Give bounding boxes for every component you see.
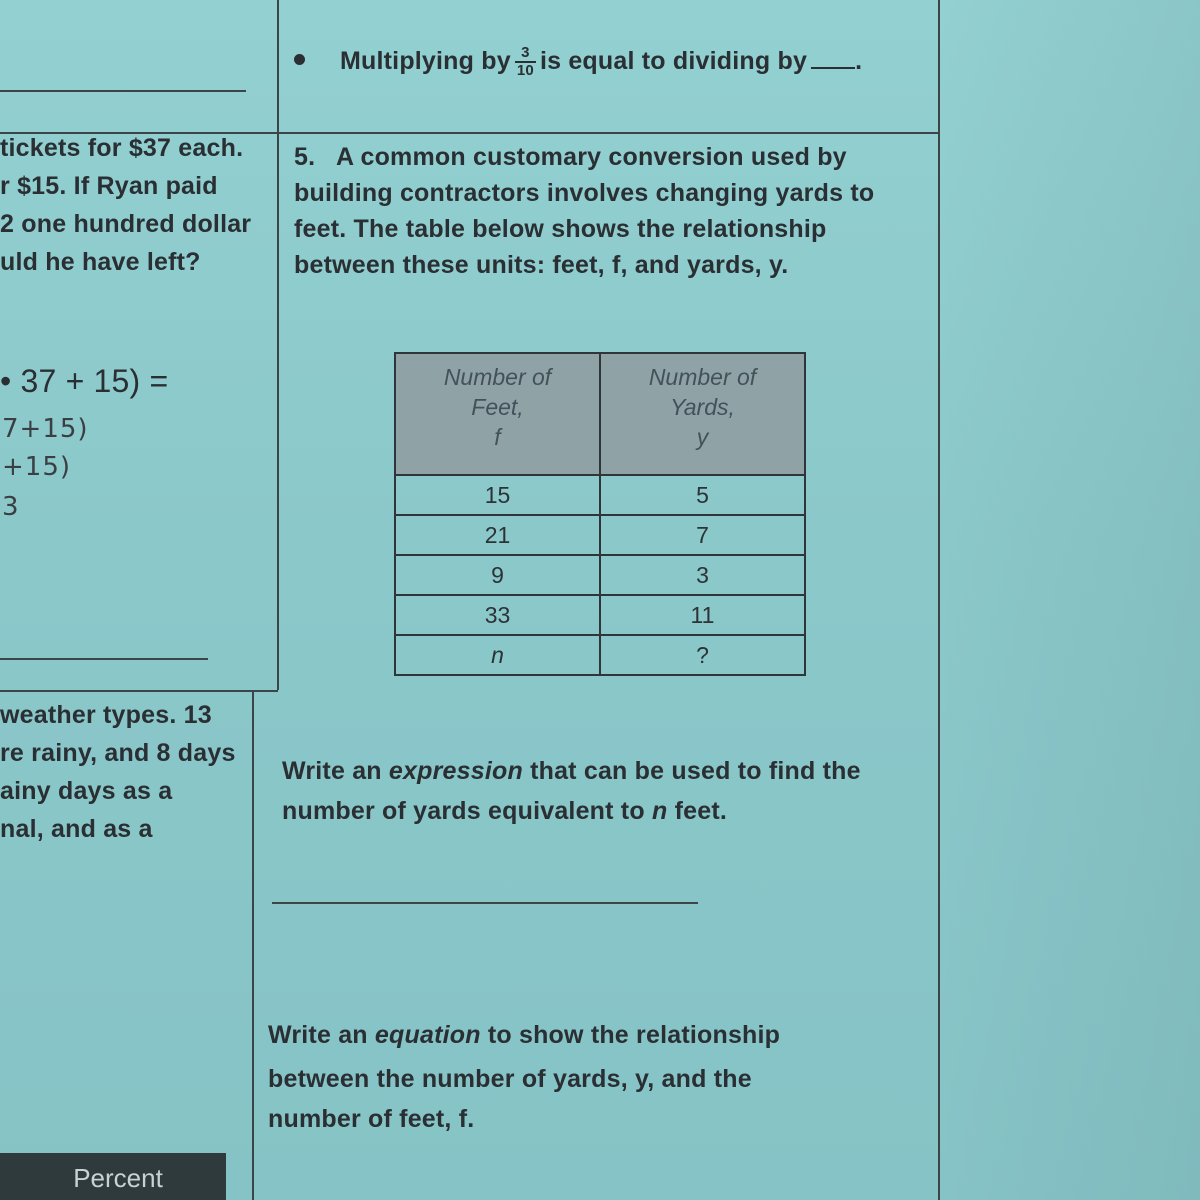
handwritten-work-2: +15)	[2, 452, 72, 482]
percent-label-box: Percent	[0, 1153, 226, 1200]
equation-prompt-line-2: between the number of yards, y, and the	[268, 1065, 752, 1093]
table-row	[395, 515, 805, 555]
yards-cell: 7	[600, 515, 805, 555]
left-answer-line	[0, 658, 208, 660]
table-row	[395, 635, 805, 675]
feet-cell: 9	[395, 555, 600, 595]
fraction-numerator: 3	[515, 45, 536, 63]
feet-cell: n	[395, 635, 600, 675]
problem-5-number: 5.	[294, 143, 316, 171]
left-work-expression: • 37 + 15) =	[0, 363, 169, 399]
table-row	[395, 475, 805, 515]
left-problem2-line-3: ainy days as a	[0, 777, 173, 805]
feet-cell: 33	[395, 595, 600, 635]
answer-blank[interactable]	[811, 47, 855, 69]
problem-5-line-2: building contractors involves changing yards to	[294, 179, 875, 207]
header-yards: Number of Yards, y	[600, 353, 805, 475]
statement-suffix: is equal to dividing by	[539, 47, 808, 75]
problem-5-line-1: A common customary conversion used by	[336, 143, 847, 171]
handwritten-work-3: 3	[2, 492, 20, 522]
left-top-answer-line	[0, 90, 246, 92]
row-divider-left-mid	[0, 690, 278, 692]
left-problem2-line-1: weather types. 13	[0, 701, 212, 729]
statement-prefix: Multiplying by	[340, 47, 511, 75]
left-problem-line-1: tickets for $37 each.	[0, 134, 244, 162]
equation-prompt-line-1: Write an equation to show the relationship	[268, 1021, 781, 1049]
table-row	[395, 595, 805, 635]
feet-cell: 21	[395, 515, 600, 555]
table-row	[395, 555, 805, 595]
expression-prompt-line-1: Write an expression that can be used to find the	[282, 757, 861, 785]
yards-cell: ?	[600, 635, 805, 675]
left-problem2-line-4: nal, and as a	[0, 815, 153, 843]
column-divider-upper	[277, 0, 279, 690]
expression-prompt-line-2: number of yards equivalent to n feet.	[282, 797, 727, 825]
page-shadow	[940, 0, 1200, 1200]
feet-cell: 15	[395, 475, 600, 515]
feet-yards-table	[394, 352, 806, 676]
left-problem2-line-2: re rainy, and 8 days	[0, 739, 236, 767]
equation-prompt-line-3: number of feet, f.	[268, 1105, 475, 1133]
left-problem-line-4: uld he have left?	[0, 248, 201, 276]
yards-cell: 3	[600, 555, 805, 595]
bullet-icon	[294, 54, 305, 65]
expression-answer-line[interactable]	[272, 902, 698, 904]
problem-5-line-4: between these units: feet, f, and yards, y.	[294, 251, 789, 279]
yards-cell: 5	[600, 475, 805, 515]
left-problem-line-3: 2 one hundred dollar	[0, 210, 252, 238]
multiplying-statement: Multiplying by $\frac{3}{10}$ is equal to dividing by .	[340, 44, 863, 80]
handwritten-work-1: 7+15)	[2, 414, 89, 444]
problem-5-line-3: feet. The table below shows the relationship	[294, 215, 827, 243]
fraction-three-tenths	[515, 45, 536, 79]
fraction-denominator: 10	[516, 62, 534, 80]
column-divider-lower	[252, 690, 254, 1200]
yards-cell: 11	[600, 595, 805, 635]
header-feet: Number of Feet, f	[395, 353, 600, 475]
left-problem-line-2: r $15. If Ryan paid	[0, 172, 218, 200]
right-border	[938, 0, 940, 1200]
table-header-row	[395, 353, 805, 475]
